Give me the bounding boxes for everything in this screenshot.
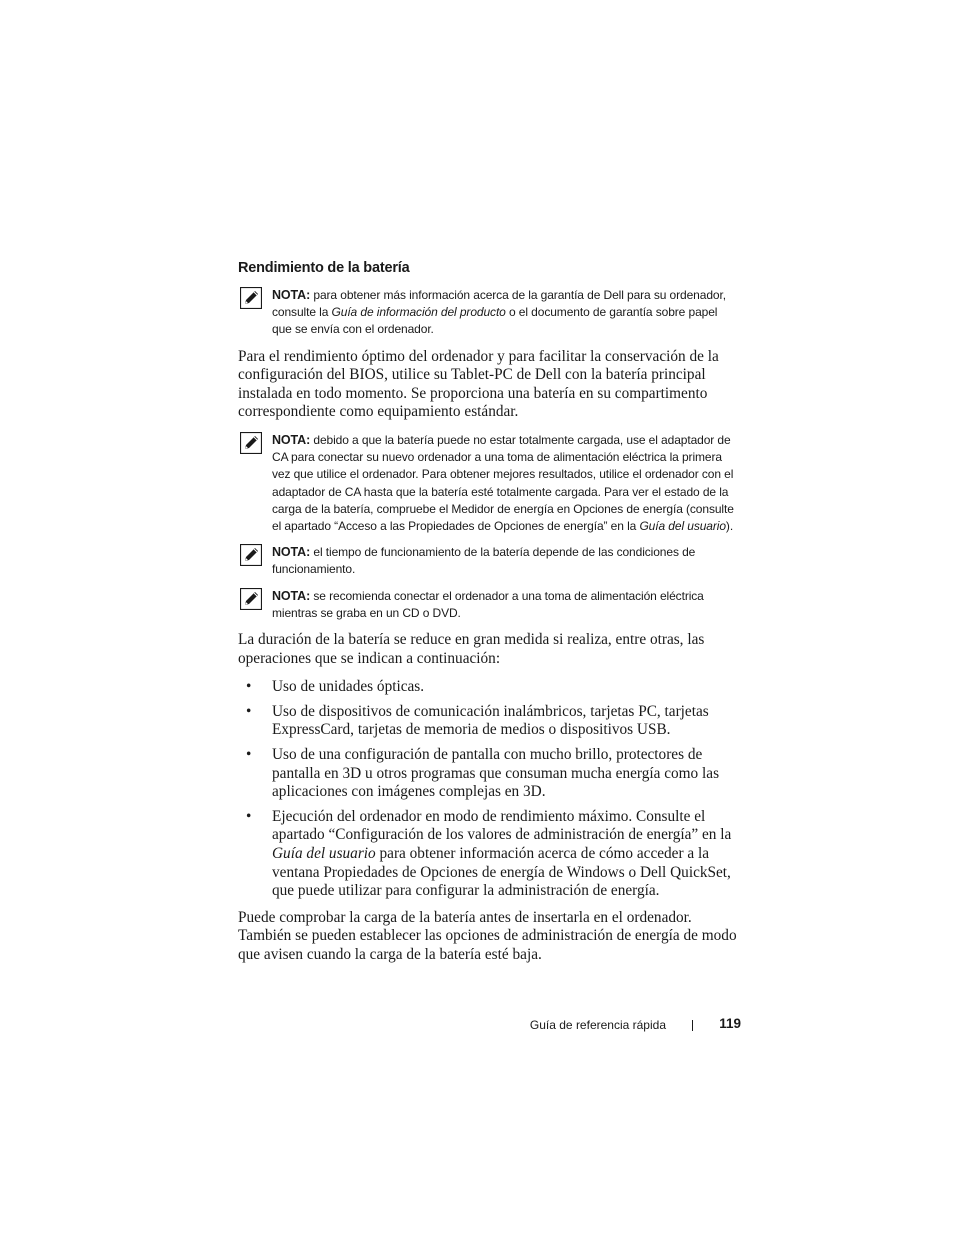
- list-item-text: para obtener información acerca de cómo acceder a la ventana Propiedades de Opciones de energía de Windows o Dell QuickSet, que puede utilizar para configurar la administración de energía.: [272, 844, 731, 900]
- list-item-text: Uso de unidades ópticas.: [272, 678, 425, 696]
- note-charging: [238, 432, 738, 535]
- bullet-icon: •: [246, 807, 252, 825]
- bullet-icon: •: [246, 745, 252, 763]
- note-label: NOTA:: [272, 432, 311, 447]
- note-text: debido a que la batería puede no estar totalmente cargada, use el adaptador de CA para conectar su nuevo ordenador a una toma de alimentación eléctrica la primera vez que utilice el ordenador. Para obtener mejores resultados, utilice el ordenador con el adaptador de CA hasta que la batería esté totalmente cargada. Para ver el estado de la carga de la batería, compruebe el Medidor de energía en Opciones de energía (consulte el apartado “Acceso a las Propiedades de Opciones de energía” en la: [272, 432, 734, 533]
- list-item-text: Ejecución del ordenador en modo de rendimiento máximo. Consulte el apartado “Configuración de los valores de administración de energía” en la: [272, 807, 732, 844]
- note-label: NOTA:: [272, 588, 311, 603]
- paragraph-battery-duration: La duración de la batería se reduce en gran medida si realiza, entre otras, las operaciones que se indican a continuación:: [238, 631, 705, 667]
- note-pencil-icon: [240, 588, 262, 610]
- note-runtime: [238, 544, 738, 578]
- paragraph-check-charge: Puede comprobar la carga de la batería antes de insertarla en el ordenador. También se pueden establecer las opciones de administración de energía de modo que avisen cuando la carga de la batería esté baja.: [238, 908, 737, 963]
- note-text: el tiempo de funcionamiento de la batería depende de las condiciones de funcionamiento.: [272, 545, 696, 577]
- note-pencil-icon: [240, 544, 262, 566]
- list-item: [238, 746, 738, 802]
- list-item-text-italic: Guía del usuario: [272, 844, 376, 862]
- note-pencil-icon: [240, 432, 262, 454]
- note-label: NOTA:: [272, 545, 311, 560]
- list-item: [238, 678, 738, 697]
- paragraph-battery-performance: Para el rendimiento óptimo del ordenador y para facilitar la conservación de la configuración del BIOS, utilice su Tablet-PC de Dell con la batería principal instalada en todo momento. Se proporciona una batería en su compartimento correspondiente como equipamiento estándar.: [238, 347, 719, 421]
- note-text: para obtener más información acerca de la garantía de Dell para su ordenador, consulte la: [272, 288, 726, 320]
- note-text: se recomienda conectar el ordenador a una toma de alimentación eléctrica mientras se graba en un CD o DVD.: [272, 588, 704, 620]
- page-number: 119: [719, 1016, 741, 1031]
- list-item-text: Uso de una configuración de pantalla con mucho brillo, protectores de pantalla en 3D u otros programas que consuman mucha energía como las aplicaciones con imágenes complejas en 3D.: [272, 745, 720, 801]
- note-text-italic: Guía de información del producto: [331, 305, 506, 320]
- section-heading: Rendimiento de la batería: [238, 260, 410, 276]
- page-content: [238, 258, 738, 975]
- note-text: ).: [725, 519, 734, 533]
- note-text: o el documento de garantía sobre papel que se envía con el ordenador.: [272, 305, 718, 337]
- note-pencil-icon: [240, 287, 262, 309]
- note-warranty: [238, 287, 738, 339]
- list-item-text: Uso de dispositivos de comunicación inalámbricos, tarjetas PC, tarjetas ExpressCard, tarjetas de memoria de medios o dispositivos USB.: [272, 702, 709, 739]
- footer-divider: [692, 1020, 693, 1031]
- list-item: [238, 808, 738, 901]
- note-text-italic: Guía del usuario: [639, 519, 726, 533]
- bullet-list: [238, 678, 738, 901]
- list-item: [238, 703, 738, 740]
- footer-title: Guía de referencia rápida: [529, 1018, 666, 1032]
- note-cd-dvd: [238, 588, 738, 622]
- bullet-icon: •: [246, 702, 252, 720]
- note-label: NOTA:: [272, 288, 311, 302]
- bullet-icon: •: [246, 678, 252, 696]
